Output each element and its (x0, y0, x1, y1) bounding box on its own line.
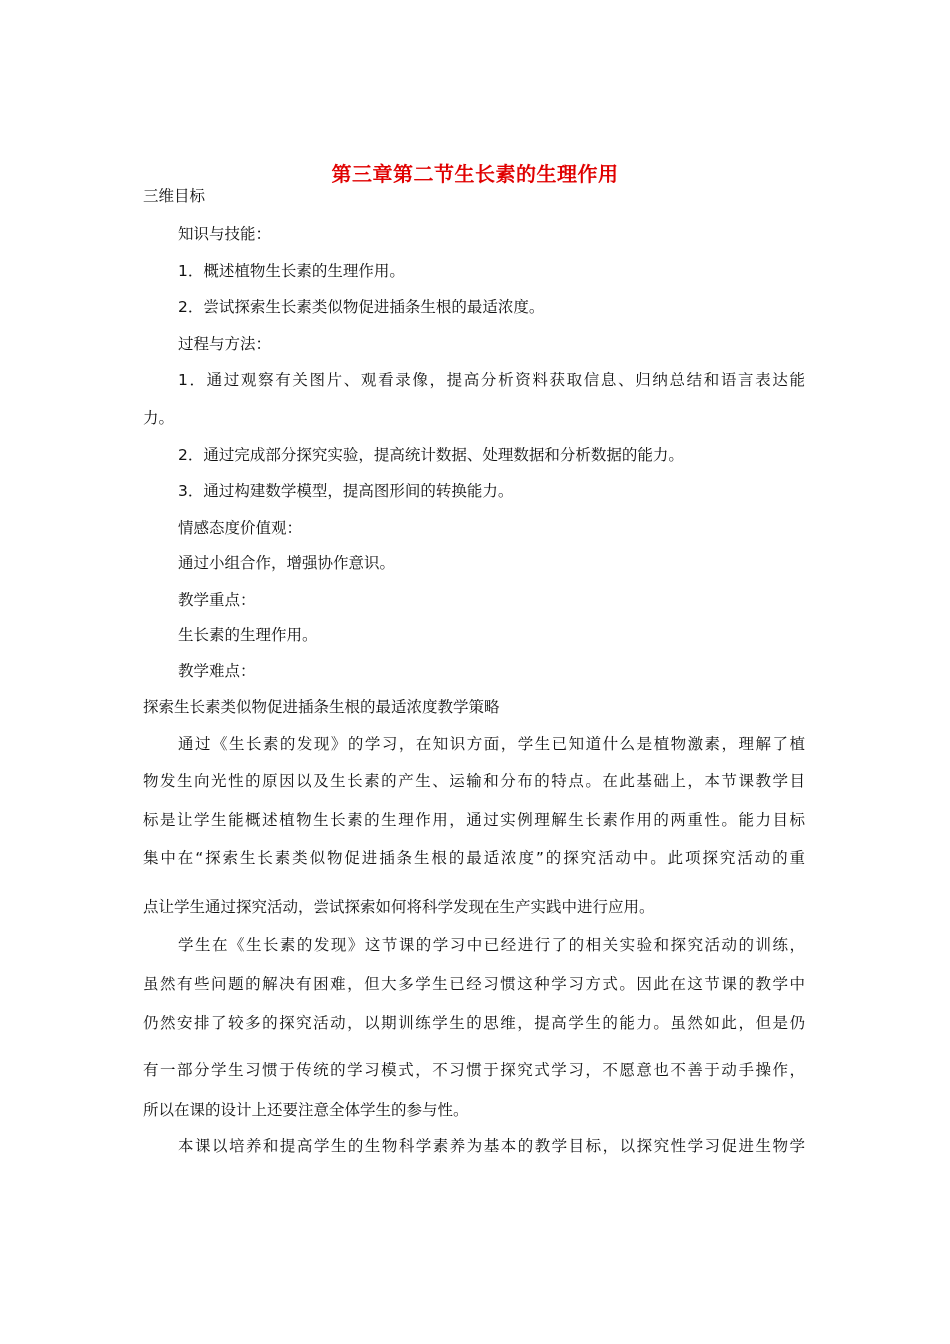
paragraph-line: 标是让学生能概述植物生长素的生理作用，通过实例理解生长素作用的两重性。能力目标 (143, 811, 805, 829)
goal-item: 1．通过观察有关图片、观看录像，提高分析资料获取信息、归纳总结和语言表达能 (178, 371, 805, 389)
paragraph-line: 物发生向光性的原因以及生长素的产生、运输和分布的特点。在此基础上，本节课教学目 (143, 772, 805, 790)
paragraph-line: 本课以培养和提高学生的生物科学素养为基本的教学目标，以探究性学习促进生物学 (178, 1137, 805, 1155)
document-title: 第三章第二节生长素的生理作用 (331, 162, 619, 186)
paragraph-line: 点让学生通过探究活动，尝试探索如何将科学发现在生产实践中进行应用。 (143, 898, 655, 916)
goal-item-continued: 力。 (143, 409, 175, 427)
paragraph-line: 集中在“探索生长素类似物促进插条生根的最适浓度”的探究活动中。此项探究活动的重 (143, 849, 805, 867)
goal-item: 通过小组合作，增强协作意识。 (178, 554, 396, 572)
heading-attitude-values: 情感态度价值观： (178, 519, 303, 537)
goal-item: 1．概述植物生长素的生理作用。 (178, 262, 405, 280)
paragraph-line: 通过《生长素的发现》的学习，在知识方面，学生已知道什么是植物激素，理解了植 (178, 735, 805, 753)
teaching-focus-text: 生长素的生理作用。 (178, 626, 318, 644)
heading-teaching-difficulty: 教学难点： (178, 662, 256, 680)
paragraph-line: 学生在《生长素的发现》这节课的学习中已经进行了的相关实验和探究活动的训练， (178, 936, 805, 954)
heading-knowledge-skills: 知识与技能： (178, 225, 272, 243)
goal-item: 2．通过完成部分探究实验，提高统计数据、处理数据和分析数据的能力。 (178, 446, 684, 464)
teaching-difficulty-text: 探索生长素类似物促进插条生根的最适浓度教学策略 (143, 698, 500, 716)
heading-process-method: 过程与方法： (178, 335, 272, 353)
paragraph-line: 所以在课的设计上还要注意全体学生的参与性。 (143, 1101, 469, 1119)
goal-item: 2．尝试探索生长素类似物促进插条生根的最适浓度。 (178, 298, 545, 316)
paragraph-line: 有一部分学生习惯于传统的学习模式，不习惯于探究式学习，不愿意也不善于动手操作， (143, 1061, 805, 1079)
heading-three-dimensional-goals: 三维目标 (143, 187, 206, 205)
goal-item: 3．通过构建数学模型，提高图形间的转换能力。 (178, 482, 514, 500)
heading-teaching-focus: 教学重点： (178, 591, 256, 609)
paragraph-line: 虽然有些问题的解决有困难，但大多学生已经习惯这种学习方式。因此在这节课的教学中 (143, 975, 805, 993)
paragraph-line: 仍然安排了较多的探究活动，以期训练学生的思维，提高学生的能力。虽然如此，但是仍 (143, 1014, 805, 1032)
